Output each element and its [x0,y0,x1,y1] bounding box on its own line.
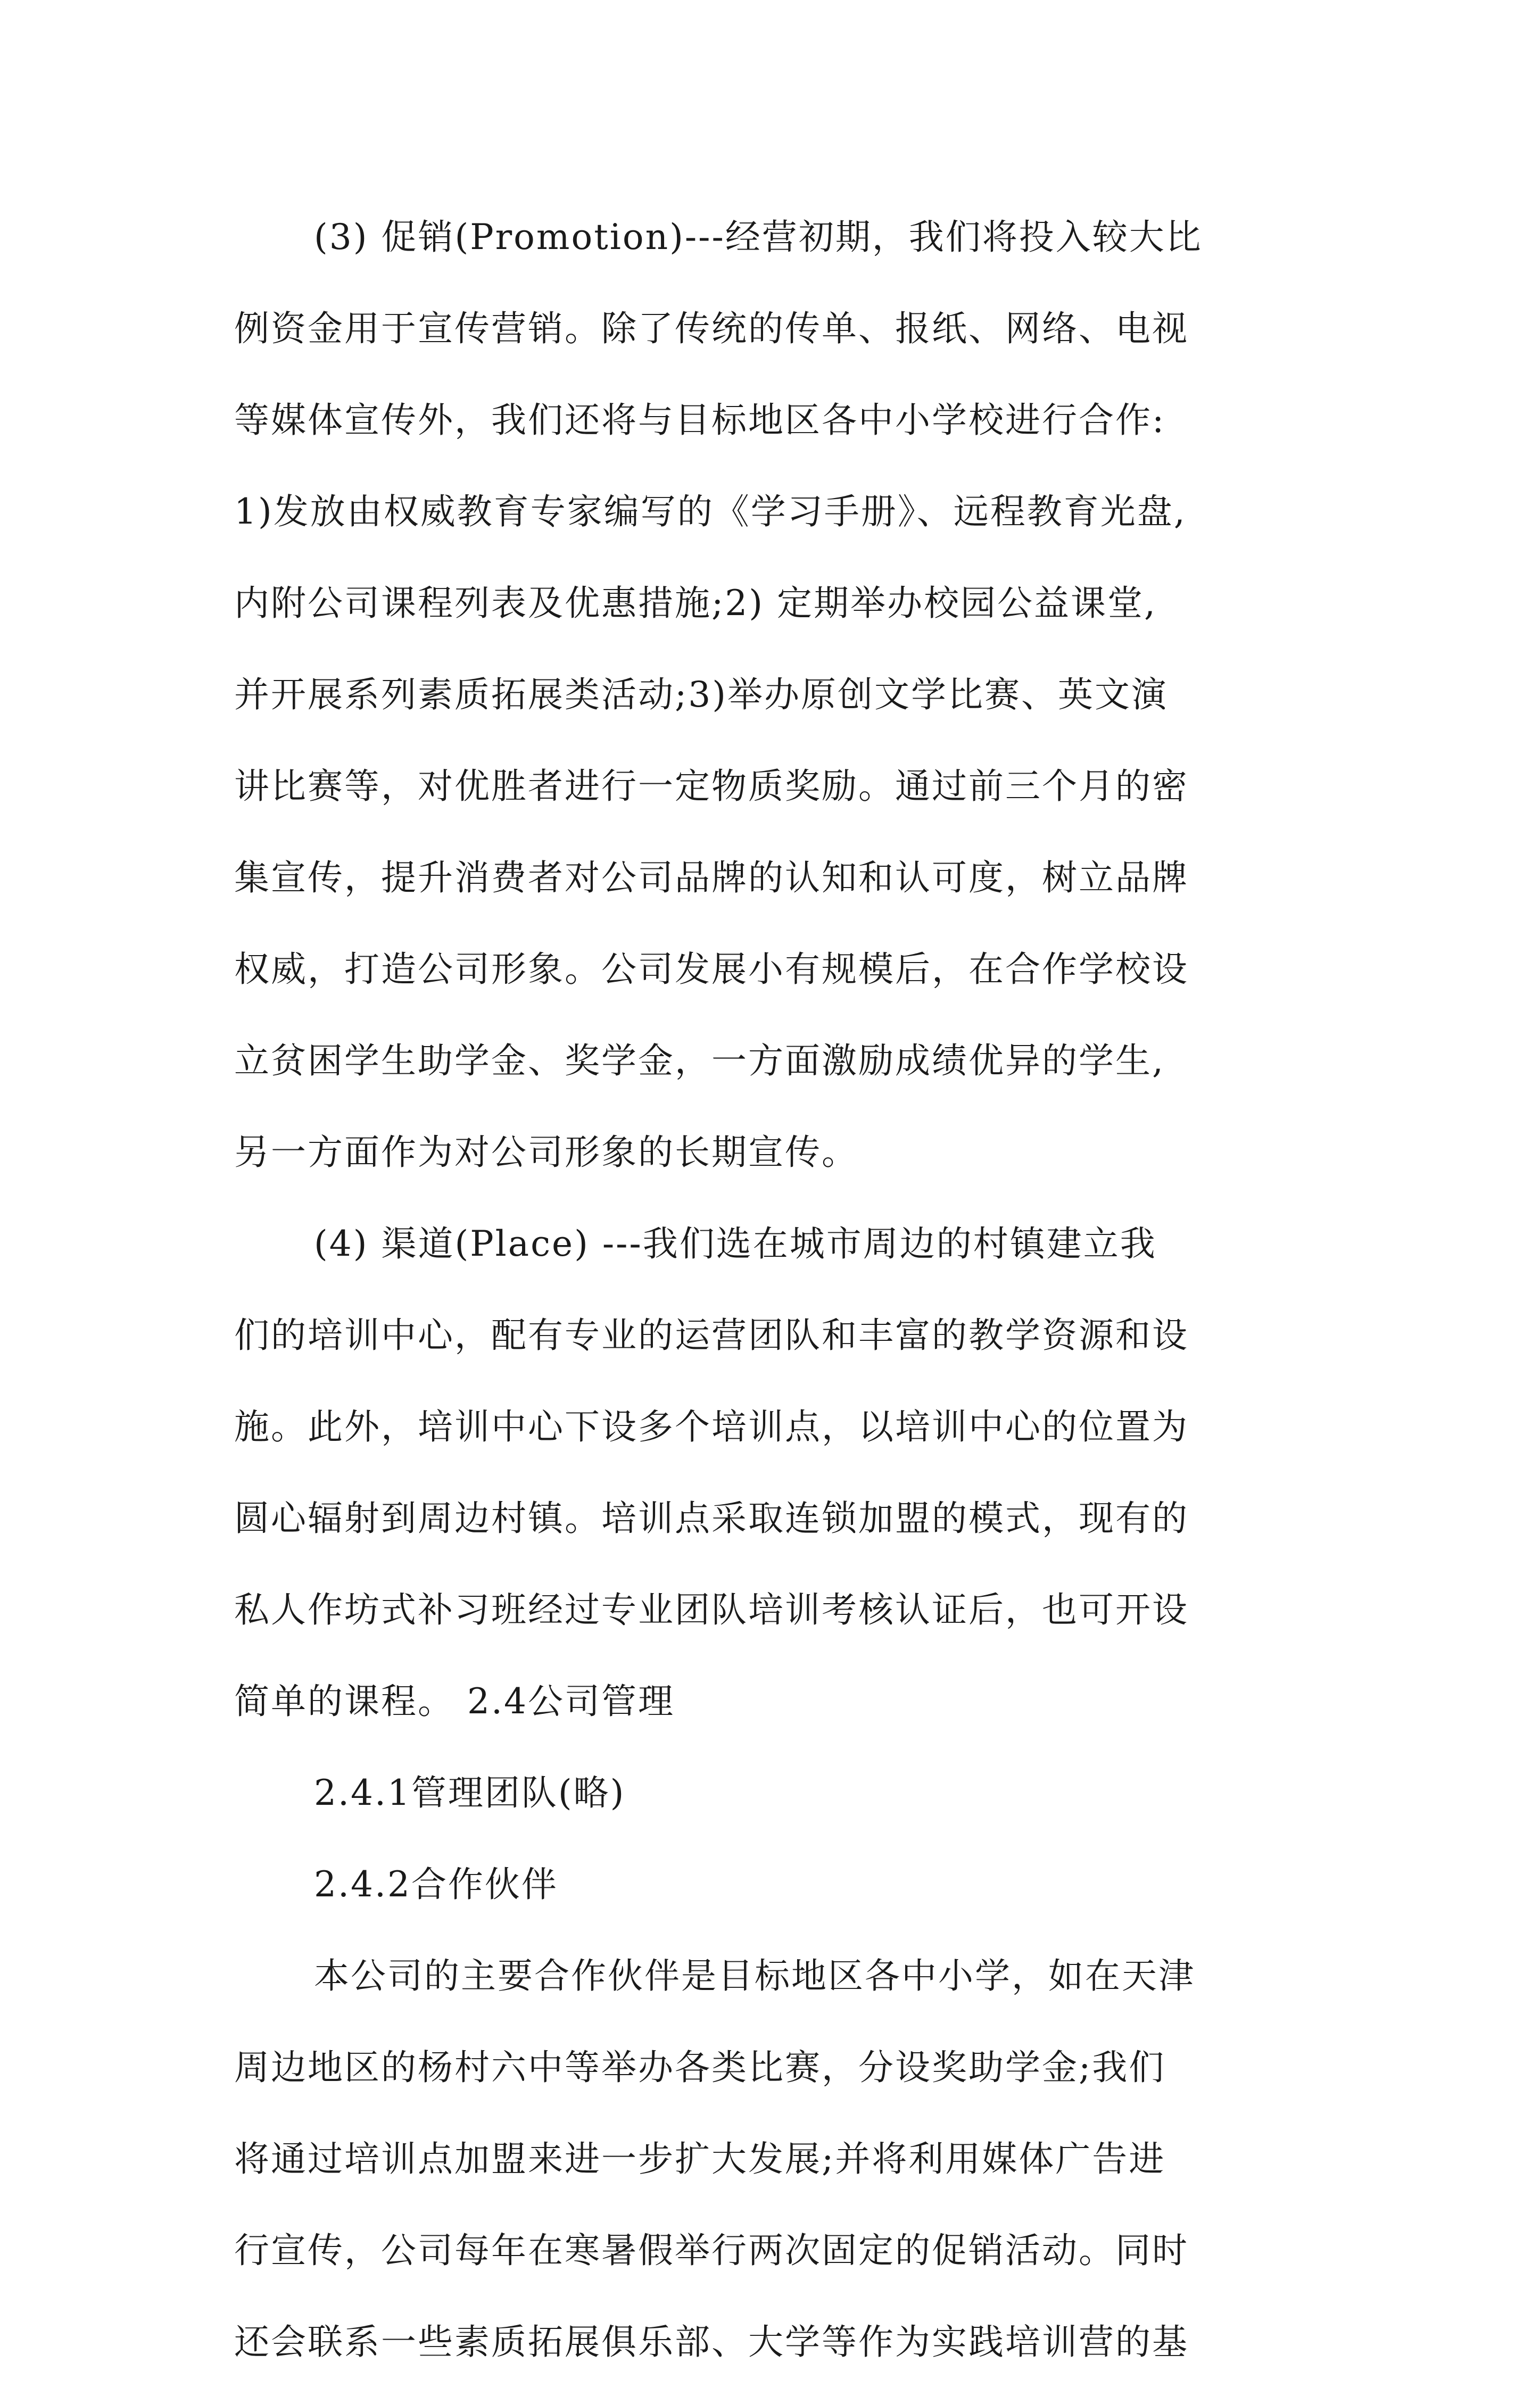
paragraph-place-line-4: 圆心辐射到周边村镇。培训点采取连锁加盟的模式，现有的 [234,1498,1189,1539]
paragraph-place-line-2: 们的培训中心，配有专业的运营团队和丰富的教学资源和设 [234,1315,1189,1356]
heading-management-team: 2.4.1管理团队(略) [314,1772,626,1813]
paragraph-promotion-line-9: 权威，打造公司形象。公司发展小有规模后，在合作学校设 [234,949,1189,990]
paragraph-promotion-line-2: 例资金用于宣传营销。除了传统的传单、报纸、网络、电视 [234,308,1189,349]
document-body [234,192,1304,2388]
heading-partners: 2.4.2合作伙伴 [314,1864,558,1905]
paragraph-promotion-line-10: 立贫困学生助学金、奖学金，一方面激励成绩优异的学生, [234,1040,1165,1081]
paragraph-place-line-3: 施。此外，培训中心下设多个培训点，以培训中心的位置为 [234,1406,1189,1447]
paragraph-partners-line-1: 本公司的主要合作伙伴是目标地区各中小学，如在天津 [314,1955,1195,1996]
paragraph-partners-line-4: 行宣传，公司每年在寒暑假举行两次固定的促销活动。同时 [234,2230,1189,2271]
paragraph-place-line-6: 简单的课程。 2.4公司管理 [234,1681,675,1722]
paragraph-partners-line-5: 还会联系一些素质拓展俱乐部、大学等作为实践培训营的基 [234,2321,1189,2362]
paragraph-promotion-line-1: (3) 促销(Promotion)---经营初期，我们将投入较大比 [314,217,1203,258]
paragraph-promotion-line-6: 并开展系列素质拓展类活动;3)举办原创文学比赛、英文演 [234,674,1168,715]
paragraph-promotion-line-8: 集宣传，提升消费者对公司品牌的认知和认可度，树立品牌 [234,857,1189,898]
paragraph-place-line-1: (4) 渠道(Place) ---我们选在城市周边的村镇建立我 [314,1223,1157,1264]
paragraph-promotion-line-11: 另一方面作为对公司形象的长期宣传。 [234,1132,858,1173]
paragraph-promotion-line-7: 讲比赛等，对优胜者进行一定物质奖励。通过前三个月的密 [234,766,1189,807]
paragraph-promotion-line-5: 内附公司课程列表及优惠措施;2) 定期举办校园公益课堂, [234,583,1157,624]
paragraph-promotion-line-3: 等媒体宣传外，我们还将与目标地区各中小学校进行合作: [234,400,1166,441]
paragraph-place-line-5: 私人作坊式补习班经过专业团队培训考核认证后，也可开设 [234,1589,1189,1630]
paragraph-partners-line-2: 周边地区的杨村六中等举办各类比赛，分设奖助学金;我们 [234,2047,1166,2088]
paragraph-partners-line-3: 将通过培训点加盟来进一步扩大发展;并将利用媒体广告进 [234,2138,1166,2179]
paragraph-promotion-line-4: 1)发放由权威教育专家编写的《学习手册》、远程教育光盘, [234,491,1187,532]
